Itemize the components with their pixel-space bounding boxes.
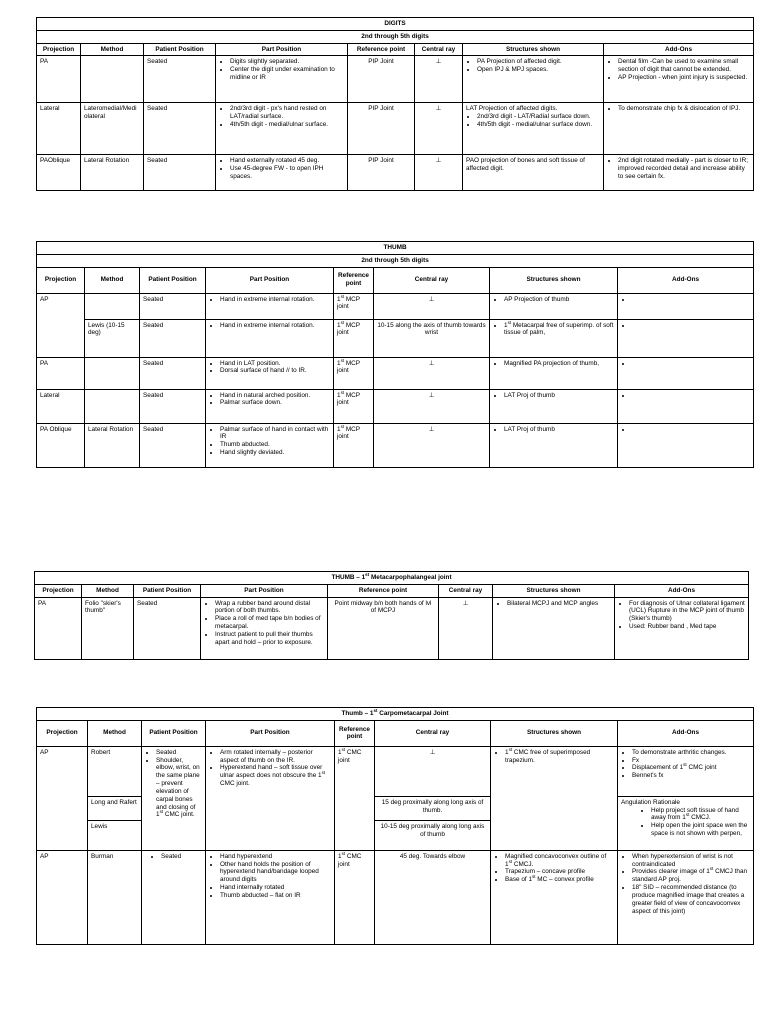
table-row: PA Folio "skier's thumb" Seated • Wrap a rubber band around distal portion of both thumbs. • Place a roll of med tape b/n bodies of metacarpal. • Instruct patient to pull their thumbs apart and hold – prior to exposure. Point midway b/n both hands of lvl of MCPJ ⊥ • Bilateral MCPJ and MCP angles • For diagnosis of Ulnar collateral ligament (UCL) Rupture in the MCP joint of thumb (Skier's thumb) • Used: Rubber band , Med tape (35, 597, 749, 659)
table-row: Lateral Lateromedial/Mediolateral Seated • 2nd/3rd digit - px's hand rested on LAT/radial surface. • 4th/5th digit - medial/ulnar surface. PIP Joint ⊥ LAT Projection of affected digits. • 2nd/3rd digit - LAT/Radial surface down. • 4th/5th digit - medial/ulnar surface down. • To demonstrate chip fx & dislocation of IPJ. (37, 103, 754, 155)
thumb-title: THUMB (37, 242, 754, 255)
table-row: AP Seated • Hand in extreme internal rotation. 1st MCP joint ⊥ • AP Projection of thumb • (37, 293, 754, 319)
table-row: Lewis 10-15 deg proximally along long axis of thumb (37, 820, 754, 850)
mcp-title: THUMB – 1st Metacarpophalangeal joint (35, 572, 749, 585)
col-patient-position: Patient Position (144, 43, 216, 56)
col-structures-shown: Structures shown (463, 43, 604, 56)
thumb-subtitle: 2nd through 5th digits (37, 254, 754, 267)
col-central-ray: Central ray (415, 43, 463, 56)
table-row: PA Seated • Hand in LAT position. • Dorsal surface of hand // to IR. 1st MCP joint ⊥ • Magnified PA projection of thumb, • (37, 357, 754, 389)
col-reference-point: Reference point (348, 43, 415, 56)
table-row: Lewis (10-15 deg) Seated • Hand in extreme internal rotation. 1st MCP joint 10-15 along the axis of thumb towards wrist • 1st Metacarpal free of superimp. of soft tissue of palm, • (37, 319, 754, 357)
col-method: Method (81, 43, 144, 56)
col-part-position: Part Position (216, 43, 348, 56)
col-projection: Projection (37, 43, 81, 56)
table-row: PAOblique Lateral Rotation Seated • Hand externally rotated 45 deg. • Use 45-degree FW - to open IPH spaces. PIP Joint ⊥ PAO projection of bones and soft tissue of affected digit. • 2nd digit rotated medially - part is closer to IR; improved recorded detail and increase ability to see certain fx. (37, 155, 754, 191)
cmc-title: Thumb – 1st Carpometacarpal Joint (37, 708, 754, 721)
thumb-table: THUMB 2nd through 5th digits Projection Method Patient Position Part Position Reference point Central ray Structures shown Add-Ons AP Seated • Hand in extreme internal rotation. 1st MCP joint ⊥ • AP Projection of thumb • Lewis (10-15 deg) Seated • Hand in extreme internal rotation. 1st MCP joint 10-15 along the axis of thumb towards wrist • 1st Metacarpal free of superimp. of soft tissue of palm, • PA Seated • Hand in LAT position. • Dorsal surface of hand // to IR. 1st MCP joint ⊥ • Magnified PA projection of thumb, • Lateral Seated • Hand in natural arched position. • Palmar surface down. 1st MCP joint ⊥ • LAT Proj of thumb • PA Oblique Lateral Rotation Seated • Palmar surface of hand in contact with IR • Thumb abducted. • Hand slightly deviated. 1st MCP joint ⊥ • LAT Proj of thumb • (36, 241, 754, 468)
digits-subtitle: 2nd through 5th digits (37, 30, 754, 43)
mcp-table: THUMB – 1st Metacarpophalangeal joint Projection Method Patient Position Part Position Reference point Central ray Structures shown Add-Ons PA Folio "skier's thumb" Seated • Wrap a rubber band around distal portion of both thumbs. • Place a roll of med tape b/n bodies of metacarpal. • Instruct patient to pull their thumbs apart and hold – prior to exposure. Point midway b/n both hands of lvl of MCPJ ⊥ • Bilateral MCPJ and MCP angles • For diagnosis of Ulnar collateral ligament (UCL) Rupture in the MCP joint of thumb (Skier's thumb) • Used: Rubber band , Med tape (34, 571, 749, 660)
table-row: AP Robert • Seated • Shoulder, elbow, wrist, on the same plane – prevent elevation of carpal bones and closing of 1st CMC joint. • Arm rotated internally – posterior aspect of thumb on the IR. • Hyperextend hand – soft tissue over ulnar aspect does not obscure the 1st CMC joint. 1st CMC joint ⊥ • 1st CMC free of superimposed trapezium. • To demonstrate arthritic changes. • Fx • Displacement of 1st CMC joint • Bennet's fx (37, 746, 754, 796)
cmc-table: Thumb – 1st Carpometacarpal Joint Projection Method Patient Position Part Position Reference point Central ray Structures shown Add-Ons AP Robert • Seated • Shoulder, elbow, wrist, on the same plane – prevent elevation of carpal bones and closing of 1st CMC joint. • Arm rotated internally – posterior aspect of thumb on the IR. • Hyperextend hand – soft tissue over ulnar aspect does not obscure the 1st CMC joint. 1st CMC joint ⊥ • 1st CMC free of superimposed trapezium. • To demonstrate arthritic changes. • Fx • Displacement of 1st CMC joint • Bennet's fx Long and Rafert 15 deg proximally along long axis of thumb. Angulation Rationale • Help project soft tissue of hand away from 1st CMCJ. • Help open the joint space wen the space is not shown with perpen, Lewis 10-15 deg proximally along long axis of thumb AP Burman • Seated • Hand hyperextend • Other hand holds the position of hyperextend hand/bandage looped around digits • Hand internally rotated • Thumb abducted – flat on IR 1st CMC joint 45 deg. Towards elbow • Magnified concavoconvex outline of 1st CMCJ. • Trapezium – concave profile • Base of 1st MC – convex profile • When hyperextension of wrist is not contraindicated • Provides clearer image of 1st CMCJ than standard AP proj. • 18" SID – recommended distance (to produce magnified image that creates a greater field of view of concavoconvex aspect of this joint) (36, 707, 754, 945)
table-row: Long and Rafert 15 deg proximally along long axis of thumb. Angulation Rationale • Help project soft tissue of hand away from 1st CMCJ. • Help open the joint space wen the space is not shown with perpen, (37, 796, 754, 820)
table-row: Lateral Seated • Hand in natural arched position. • Palmar surface down. 1st MCP joint ⊥ • LAT Proj of thumb • (37, 389, 754, 423)
digits-title: DIGITS (37, 18, 754, 31)
col-add-ons: Add-Ons (604, 43, 754, 56)
table-row: AP Burman • Seated • Hand hyperextend • Other hand holds the position of hyperextend hand/bandage looped around digits • Hand internally rotated • Thumb abducted – flat on IR 1st CMC joint 45 deg. Towards elbow • Magnified concavoconvex outline of 1st CMCJ. • Trapezium – concave profile • Base of 1st MC – convex profile • When hyperextension of wrist is not contraindicated • Provides clearer image of 1st CMCJ than standard AP proj. • 18" SID – recommended distance (to produce magnified image that creates a greater field of view of concavoconvex aspect of this joint) (37, 850, 754, 944)
table-row: PA Oblique Lateral Rotation Seated • Palmar surface of hand in contact with IR • Thumb abducted. • Hand slightly deviated. 1st MCP joint ⊥ • LAT Proj of thumb • (37, 423, 754, 467)
table-row: PA Seated • Digits slightly separated. • Center the digit under examination to midline or IR PIP Joint ⊥ • PA Projection of affected digit. • Open IPJ & MPJ spaces. • Dental film -Can be used to examine small section of digit that cannot be extended. • AP Projection - when joint injury is suspected. (37, 56, 754, 103)
digits-table (36, 17, 754, 191)
